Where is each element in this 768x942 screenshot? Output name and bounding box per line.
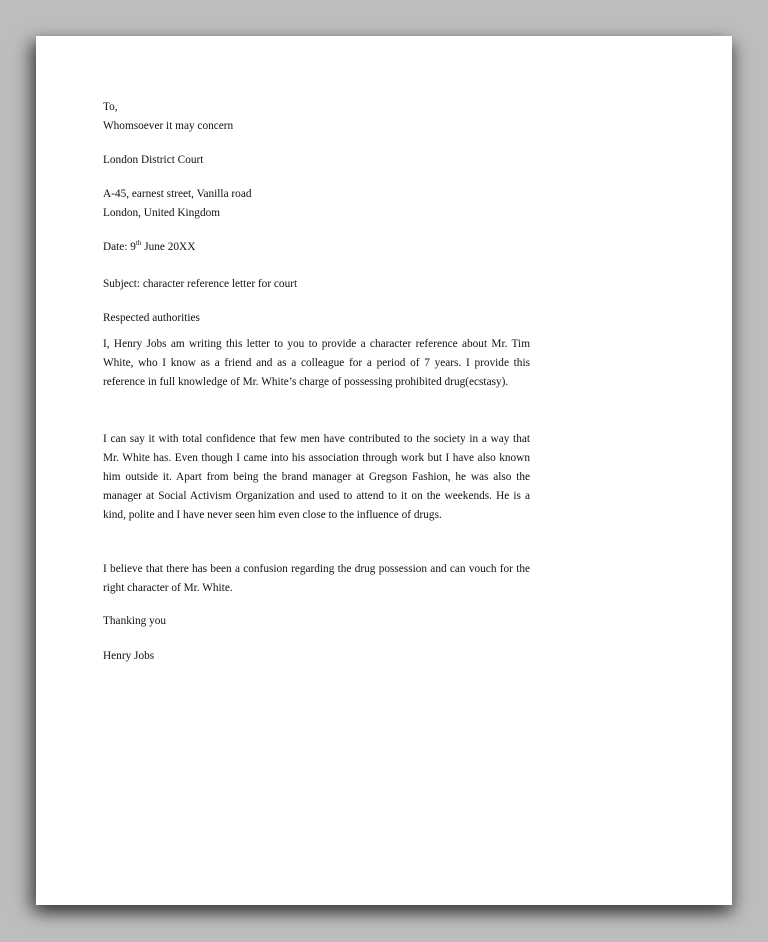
closing: Thanking you [103, 615, 167, 627]
date-suffix: th [135, 239, 142, 248]
signature: Henry Jobs [103, 650, 155, 662]
body-paragraph-3: I believe that there has been a confusion regarding the drug possession and can vouch for the right character of Mr. White. [103, 563, 530, 594]
address-line-2: London, United Kingdom [103, 207, 221, 219]
letter-page [36, 36, 732, 905]
greeting: Respected authorities [103, 312, 200, 324]
address-block [103, 185, 530, 223]
recipient: Whomsoever it may concern [103, 120, 234, 132]
court-name: London District Court [103, 154, 204, 166]
date-label: Date: 9 [103, 241, 136, 253]
date-rest: June 20XX [141, 241, 196, 253]
date [103, 238, 530, 257]
address-line-1: A-45, earnest street, Vanilla road [103, 188, 252, 200]
salutation-to: To, [103, 101, 118, 113]
subject: Subject: character reference letter for court [103, 278, 298, 290]
body-paragraph-2: I can say it with total confidence that few men have contributed to the society in a way that Mr. White has. Even though I came into his association through work but I have also known him outside it. Apart from being the brand manager at Gregson Fashion, he was also the manager at Social Activism Organization and used to attend to it on the weekends. He is a kind, polite and I have never seen him even close to the influence of drugs. [103, 433, 530, 521]
body-paragraph-1: I, Henry Jobs am writing this letter to you to provide a character reference about Mr. Tim White, who I know as a friend and as a colleague for a period of 7 years. I provide this reference in full knowledge of Mr. White’s charge of possessing prohibited drug(ecstasy). [103, 338, 530, 388]
recipient-block [103, 98, 530, 136]
